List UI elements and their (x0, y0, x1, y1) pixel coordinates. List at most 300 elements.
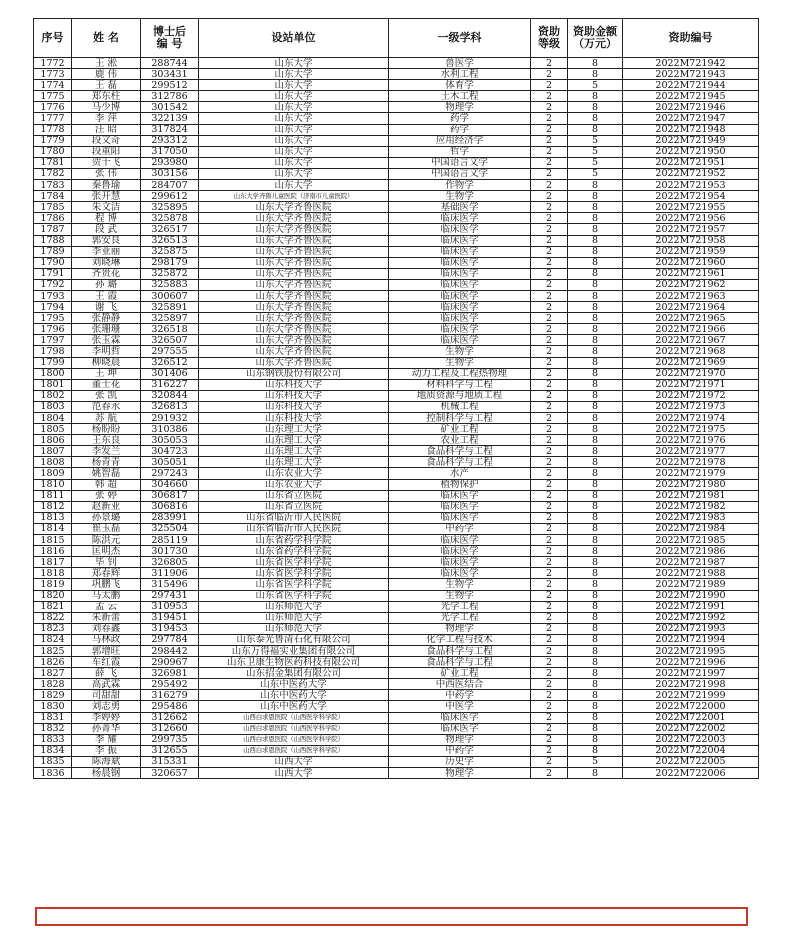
table-row (34, 324, 759, 335)
cell-unit: 山东大学齐鲁医院 (199, 213, 389, 224)
cell-subject: 生物学 (389, 579, 531, 590)
table-row (34, 745, 759, 756)
cell-idx: 1794 (34, 302, 72, 313)
cell-postdoc-id: 326513 (141, 235, 199, 246)
table-row (34, 268, 759, 279)
cell-grade: 2 (531, 324, 568, 335)
cell-grade: 2 (531, 413, 568, 424)
cell-subject: 哲学 (389, 146, 531, 157)
cell-grade: 2 (531, 690, 568, 701)
table-header-row (34, 19, 759, 58)
cell-code: 2022M721962 (623, 279, 759, 290)
cell-postdoc-id: 297431 (141, 590, 199, 601)
cell-unit: 山东大学齐鲁医院 (199, 202, 389, 213)
cell-idx: 1774 (34, 80, 72, 91)
document-page (33, 18, 758, 779)
cell-code: 2022M721944 (623, 80, 759, 91)
table-row (34, 424, 759, 435)
cell-code: 2022M721982 (623, 501, 759, 512)
cell-postdoc-id: 293312 (141, 135, 199, 146)
cell-grade: 2 (531, 479, 568, 490)
cell-name: 张玉霖 (72, 335, 141, 346)
cell-idx: 1772 (34, 58, 72, 69)
cell-idx: 1792 (34, 279, 72, 290)
cell-amount: 8 (568, 202, 623, 213)
cell-amount: 8 (568, 446, 623, 457)
cell-postdoc-id: 305053 (141, 435, 199, 446)
cell-amount: 8 (568, 468, 623, 479)
cell-grade: 2 (531, 357, 568, 368)
cell-subject: 临床医学 (389, 213, 531, 224)
cell-subject: 临床医学 (389, 723, 531, 734)
cell-code: 2022M721993 (623, 623, 759, 634)
cell-postdoc-id: 326518 (141, 324, 199, 335)
cell-amount: 8 (568, 213, 623, 224)
cell-code: 2022M721961 (623, 268, 759, 279)
table-row (34, 457, 759, 468)
table-row (34, 535, 759, 546)
cell-postdoc-id: 312655 (141, 745, 199, 756)
cell-name: 李亚丽 (72, 246, 141, 257)
cell-amount: 8 (568, 302, 623, 313)
funding-table (33, 18, 759, 779)
cell-unit: 山东省立医院 (199, 501, 389, 512)
cell-name: 姚智磊 (72, 468, 141, 479)
cell-code: 2022M721968 (623, 346, 759, 357)
cell-unit: 山东大学齐鲁医院 (199, 324, 389, 335)
cell-unit: 山西大学 (199, 756, 389, 767)
cell-subject: 物理学 (389, 734, 531, 745)
cell-code: 2022M721996 (623, 657, 759, 668)
cell-subject: 临床医学 (389, 501, 531, 512)
cell-name: 刘志勇 (72, 701, 141, 712)
cell-amount: 8 (568, 390, 623, 401)
cell-code: 2022M721999 (623, 690, 759, 701)
cell-grade: 2 (531, 634, 568, 645)
cell-idx: 1802 (34, 390, 72, 401)
cell-name: 张 伟 (72, 168, 141, 179)
header-code: 资助编号 (623, 19, 759, 58)
cell-postdoc-id: 290967 (141, 657, 199, 668)
table-row (34, 579, 759, 590)
cell-subject: 兽医学 (389, 58, 531, 69)
cell-code: 2022M721963 (623, 290, 759, 301)
cell-code: 2022M721980 (623, 479, 759, 490)
table-row (34, 523, 759, 534)
cell-name: 孟 云 (72, 601, 141, 612)
cell-amount: 8 (568, 357, 623, 368)
table-row (34, 290, 759, 301)
cell-name: 贺千飞 (72, 157, 141, 168)
cell-name: 杨晨钢 (72, 768, 141, 779)
cell-idx: 1788 (34, 235, 72, 246)
cell-code: 2022M722000 (623, 701, 759, 712)
cell-idx: 1811 (34, 490, 72, 501)
cell-grade: 2 (531, 157, 568, 168)
cell-unit: 山东省医学科学院 (199, 579, 389, 590)
cell-subject: 临床医学 (389, 313, 531, 324)
cell-code: 2022M721958 (623, 235, 759, 246)
cell-amount: 8 (568, 634, 623, 645)
cell-unit: 山东师范大学 (199, 623, 389, 634)
cell-code: 2022M721966 (623, 324, 759, 335)
cell-subject: 中西医结合 (389, 679, 531, 690)
cell-amount: 8 (568, 501, 623, 512)
cell-idx: 1819 (34, 579, 72, 590)
cell-subject: 机械工程 (389, 401, 531, 412)
cell-code: 2022M721949 (623, 135, 759, 146)
cell-idx: 1777 (34, 113, 72, 124)
cell-amount: 8 (568, 58, 623, 69)
table-row (34, 490, 759, 501)
cell-postdoc-id: 310953 (141, 601, 199, 612)
cell-unit: 山东师范大学 (199, 601, 389, 612)
cell-idx: 1808 (34, 457, 72, 468)
cell-subject: 食品科学与工程 (389, 446, 531, 457)
header-name: 姓 名 (72, 19, 141, 58)
cell-name: 巩鹏飞 (72, 579, 141, 590)
cell-postdoc-id: 311906 (141, 568, 199, 579)
cell-subject: 临床医学 (389, 290, 531, 301)
cell-idx: 1787 (34, 224, 72, 235)
cell-name: 刘晓琳 (72, 257, 141, 268)
cell-postdoc-id: 325875 (141, 246, 199, 257)
cell-code: 2022M721978 (623, 457, 759, 468)
cell-amount: 8 (568, 479, 623, 490)
cell-code: 2022M721953 (623, 180, 759, 191)
cell-unit: 山东省医学科学院 (199, 557, 389, 568)
cell-code: 2022M721977 (623, 446, 759, 457)
cell-amount: 8 (568, 723, 623, 734)
table-row (34, 756, 759, 767)
cell-idx: 1793 (34, 290, 72, 301)
cell-unit: 山东大学齐鲁医院 (199, 346, 389, 357)
cell-code: 2022M722005 (623, 756, 759, 767)
cell-unit: 山东大学齐鲁医院 (199, 290, 389, 301)
cell-subject: 食品科学与工程 (389, 457, 531, 468)
table-row (34, 657, 759, 668)
cell-idx: 1800 (34, 368, 72, 379)
cell-unit: 山东省医学科学院 (199, 568, 389, 579)
cell-amount: 8 (568, 768, 623, 779)
table-row (34, 612, 759, 623)
cell-grade: 2 (531, 135, 568, 146)
cell-unit: 山西白求恩医院（山西医学科学院） (199, 734, 389, 745)
table-row (34, 69, 759, 80)
cell-idx: 1798 (34, 346, 72, 357)
cell-subject: 临床医学 (389, 235, 531, 246)
cell-unit: 山东大学齐鲁医院 (199, 268, 389, 279)
cell-name: 郭增旺 (72, 645, 141, 656)
cell-name: 王 淞 (72, 58, 141, 69)
cell-idx: 1807 (34, 446, 72, 457)
cell-grade: 2 (531, 268, 568, 279)
cell-code: 2022M721964 (623, 302, 759, 313)
cell-grade: 2 (531, 546, 568, 557)
table-row (34, 279, 759, 290)
cell-name: 张静静 (72, 313, 141, 324)
table-row (34, 679, 759, 690)
header-subject: 一级学科 (389, 19, 531, 58)
cell-postdoc-id: 304723 (141, 446, 199, 457)
cell-grade: 2 (531, 290, 568, 301)
cell-grade: 2 (531, 224, 568, 235)
cell-name: 郑东柱 (72, 91, 141, 102)
cell-subject: 生物学 (389, 346, 531, 357)
table-row (34, 335, 759, 346)
cell-unit: 山东理工大学 (199, 435, 389, 446)
cell-idx: 1830 (34, 701, 72, 712)
cell-subject: 临床医学 (389, 557, 531, 568)
cell-amount: 8 (568, 490, 623, 501)
cell-name: 程 博 (72, 213, 141, 224)
cell-amount: 8 (568, 401, 623, 412)
cell-idx: 1804 (34, 413, 72, 424)
cell-unit: 山东中医药大学 (199, 690, 389, 701)
cell-code: 2022M721986 (623, 546, 759, 557)
table-row (34, 168, 759, 179)
cell-code: 2022M721974 (623, 413, 759, 424)
cell-idx: 1817 (34, 557, 72, 568)
cell-idx: 1806 (34, 435, 72, 446)
cell-subject: 临床医学 (389, 279, 531, 290)
cell-subject: 临床医学 (389, 712, 531, 723)
cell-grade: 2 (531, 468, 568, 479)
table-row (34, 712, 759, 723)
cell-amount: 8 (568, 224, 623, 235)
cell-grade: 2 (531, 113, 568, 124)
cell-subject: 中药学 (389, 745, 531, 756)
table-row (34, 135, 759, 146)
cell-subject: 植物保护 (389, 479, 531, 490)
table-row (34, 357, 759, 368)
cell-name: 王 坤 (72, 368, 141, 379)
table-row (34, 701, 759, 712)
cell-name: 李 振 (72, 745, 141, 756)
cell-name: 薛 飞 (72, 668, 141, 679)
cell-amount: 8 (568, 268, 623, 279)
cell-postdoc-id: 303431 (141, 69, 199, 80)
cell-idx: 1790 (34, 257, 72, 268)
cell-subject: 水产 (389, 468, 531, 479)
cell-amount: 8 (568, 191, 623, 202)
cell-postdoc-id: 295492 (141, 679, 199, 690)
cell-unit: 山西白求恩医院（山西医学科学院） (199, 723, 389, 734)
table-row (34, 379, 759, 390)
cell-code: 2022M721945 (623, 91, 759, 102)
table-row (34, 623, 759, 634)
cell-grade: 2 (531, 679, 568, 690)
table-row (34, 668, 759, 679)
cell-amount: 8 (568, 346, 623, 357)
cell-idx: 1834 (34, 745, 72, 756)
cell-amount: 8 (568, 734, 623, 745)
cell-grade: 2 (531, 657, 568, 668)
cell-postdoc-id: 312786 (141, 91, 199, 102)
cell-idx: 1785 (34, 202, 72, 213)
cell-subject: 临床医学 (389, 224, 531, 235)
cell-code: 2022M721952 (623, 168, 759, 179)
cell-idx: 1779 (34, 135, 72, 146)
cell-code: 2022M721956 (623, 213, 759, 224)
cell-amount: 5 (568, 146, 623, 157)
cell-unit: 山东农业大学 (199, 479, 389, 490)
cell-grade: 2 (531, 756, 568, 767)
table-row (34, 80, 759, 91)
table-row (34, 568, 759, 579)
cell-grade: 2 (531, 645, 568, 656)
cell-name: 韩 超 (72, 479, 141, 490)
table-row (34, 468, 759, 479)
cell-idx: 1789 (34, 246, 72, 257)
cell-amount: 8 (568, 546, 623, 557)
cell-idx: 1818 (34, 568, 72, 579)
cell-idx: 1782 (34, 168, 72, 179)
cell-name: 马林政 (72, 634, 141, 645)
cell-idx: 1825 (34, 645, 72, 656)
cell-grade: 2 (531, 279, 568, 290)
cell-grade: 2 (531, 168, 568, 179)
cell-name: 李 耀 (72, 734, 141, 745)
cell-name: 董士花 (72, 379, 141, 390)
cell-grade: 2 (531, 313, 568, 324)
cell-postdoc-id: 317050 (141, 146, 199, 157)
table-row (34, 180, 759, 191)
cell-idx: 1778 (34, 124, 72, 135)
cell-amount: 8 (568, 668, 623, 679)
cell-name: 苏 航 (72, 413, 141, 424)
cell-subject: 食品科学与工程 (389, 645, 531, 656)
cell-name: 段重阳 (72, 146, 141, 157)
cell-name: 齐贵花 (72, 268, 141, 279)
cell-postdoc-id: 297243 (141, 468, 199, 479)
cell-idx: 1786 (34, 213, 72, 224)
cell-subject: 中药学 (389, 690, 531, 701)
cell-amount: 8 (568, 457, 623, 468)
table-row (34, 435, 759, 446)
cell-idx: 1812 (34, 501, 72, 512)
table-row (34, 734, 759, 745)
cell-code: 2022M721989 (623, 579, 759, 590)
cell-idx: 1827 (34, 668, 72, 679)
cell-postdoc-id: 326813 (141, 401, 199, 412)
cell-grade: 2 (531, 435, 568, 446)
cell-idx: 1814 (34, 523, 72, 534)
cell-subject: 中医学 (389, 701, 531, 712)
cell-name: 段文奇 (72, 135, 141, 146)
cell-grade: 2 (531, 401, 568, 412)
cell-unit: 山东招金集团有限公司 (199, 668, 389, 679)
cell-subject: 食品科学与工程 (389, 657, 531, 668)
cell-unit: 山东省临沂市人民医院 (199, 512, 389, 523)
cell-unit: 山东钢铁股份有限公司 (199, 368, 389, 379)
cell-grade: 2 (531, 668, 568, 679)
cell-code: 2022M721959 (623, 246, 759, 257)
table-row (34, 113, 759, 124)
cell-amount: 8 (568, 435, 623, 446)
cell-postdoc-id: 310386 (141, 424, 199, 435)
cell-name: 马少博 (72, 102, 141, 113)
table-row (34, 157, 759, 168)
cell-amount: 8 (568, 69, 623, 80)
cell-name: 汪 昭 (72, 124, 141, 135)
cell-name: 鹿 伟 (72, 69, 141, 80)
cell-unit: 山东省临沂市人民医院 (199, 523, 389, 534)
cell-amount: 8 (568, 424, 623, 435)
cell-unit: 山东科技大学 (199, 390, 389, 401)
cell-postdoc-id: 299612 (141, 191, 199, 202)
cell-grade: 2 (531, 501, 568, 512)
cell-amount: 8 (568, 512, 623, 523)
cell-postdoc-id: 298442 (141, 645, 199, 656)
cell-grade: 2 (531, 191, 568, 202)
cell-postdoc-id: 326507 (141, 335, 199, 346)
header-grade: 资助 等级 (531, 19, 568, 58)
cell-postdoc-id: 325895 (141, 202, 199, 213)
cell-grade: 2 (531, 512, 568, 523)
cell-subject: 土木工程 (389, 91, 531, 102)
cell-amount: 8 (568, 579, 623, 590)
cell-grade: 2 (531, 246, 568, 257)
cell-idx: 1776 (34, 102, 72, 113)
cell-grade: 2 (531, 424, 568, 435)
cell-grade: 2 (531, 202, 568, 213)
cell-unit: 山东大学齐鲁医院 (199, 279, 389, 290)
cell-amount: 5 (568, 756, 623, 767)
cell-amount: 8 (568, 91, 623, 102)
cell-name: 孙景璐 (72, 512, 141, 523)
cell-amount: 8 (568, 535, 623, 546)
cell-subject: 控制科学与工程 (389, 413, 531, 424)
cell-grade: 2 (531, 768, 568, 779)
cell-amount: 8 (568, 235, 623, 246)
cell-subject: 化学工程与技术 (389, 634, 531, 645)
cell-unit: 山西白求恩医院（山西医学科学院） (199, 712, 389, 723)
table-row (34, 246, 759, 257)
cell-name: 朱新蕾 (72, 612, 141, 623)
cell-subject: 作物学 (389, 180, 531, 191)
cell-subject: 物理学 (389, 623, 531, 634)
cell-unit: 山东省医学科学院 (199, 590, 389, 601)
cell-postdoc-id: 322139 (141, 113, 199, 124)
cell-subject: 地质资源与地质工程 (389, 390, 531, 401)
cell-unit: 山东万得福实业集团有限公司 (199, 645, 389, 656)
cell-subject: 临床医学 (389, 268, 531, 279)
cell-amount: 8 (568, 379, 623, 390)
cell-subject: 应用经济学 (389, 135, 531, 146)
cell-grade: 2 (531, 612, 568, 623)
cell-unit: 山东卫康生物医药科技有限公司 (199, 657, 389, 668)
cell-unit: 山东大学齐鲁医院 (199, 335, 389, 346)
cell-name: 匡明杰 (72, 546, 141, 557)
cell-idx: 1835 (34, 756, 72, 767)
cell-name: 毕 钊 (72, 557, 141, 568)
cell-idx: 1828 (34, 679, 72, 690)
header-amount: 资助金额 （万元） (568, 19, 623, 58)
cell-postdoc-id: 312662 (141, 712, 199, 723)
table-row (34, 124, 759, 135)
cell-unit: 山东科技大学 (199, 413, 389, 424)
cell-code: 2022M721994 (623, 634, 759, 645)
cell-subject: 生物学 (389, 191, 531, 202)
highlight-box (35, 907, 748, 926)
table-row (34, 102, 759, 113)
cell-code: 2022M721998 (623, 679, 759, 690)
cell-code: 2022M721987 (623, 557, 759, 568)
cell-unit: 山东大学 (199, 180, 389, 191)
cell-amount: 8 (568, 623, 623, 634)
cell-subject: 临床医学 (389, 535, 531, 546)
